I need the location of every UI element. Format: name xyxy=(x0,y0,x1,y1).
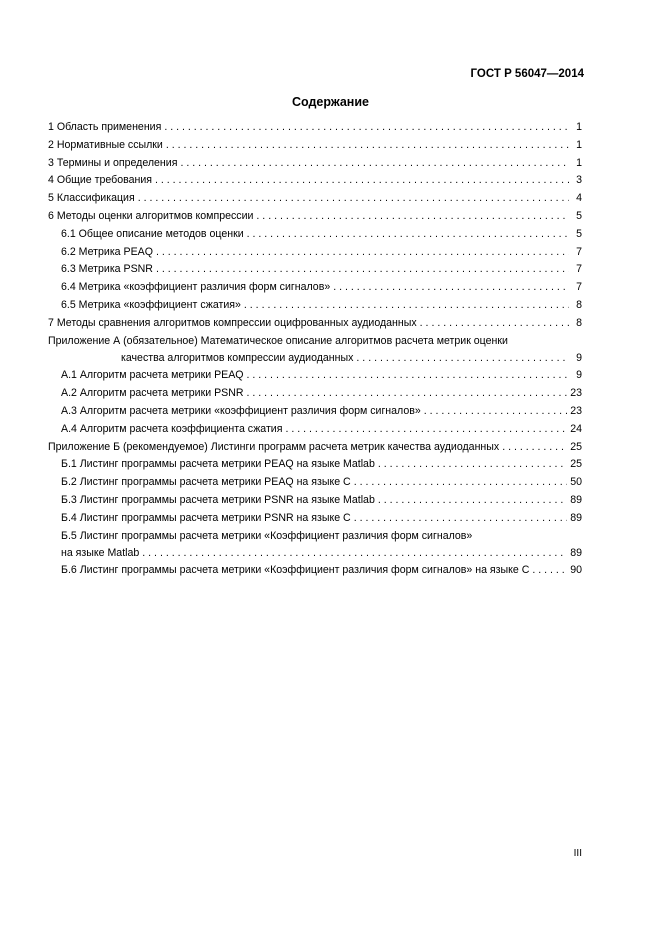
toc-entry-label: 4 Общие требования xyxy=(48,174,152,187)
toc-dot-leader xyxy=(247,369,569,381)
toc-entry[interactable] xyxy=(48,530,582,547)
toc-entry[interactable] xyxy=(48,246,582,264)
toc-dot-leader xyxy=(247,387,568,399)
toc-entry[interactable] xyxy=(48,494,582,512)
table-of-contents xyxy=(48,121,582,582)
toc-entry-label: 6.4 Метрика «коэффициент различия форм сигналов» xyxy=(61,281,331,294)
toc-dot-leader xyxy=(532,564,567,576)
toc-dot-leader xyxy=(333,281,569,293)
toc-entry-label: А.3 Алгоритм расчета метрики «коэффициент различия форм сигналов» xyxy=(61,404,421,417)
toc-entry[interactable] xyxy=(48,476,582,494)
toc-entry-page: 25 xyxy=(570,458,582,471)
toc-entry-page: 8 xyxy=(576,316,582,329)
toc-entry-page: 1 xyxy=(576,121,582,133)
toc-entry-label: 6.5 Метрика «коэффициент сжатия» xyxy=(61,298,241,311)
toc-dot-leader xyxy=(424,405,567,417)
toc-entry-label: Б.4 Листинг программы расчета метрики PSNR на языке С xyxy=(61,511,351,524)
toc-dot-leader xyxy=(180,157,569,169)
toc-entry-appendix-b[interactable] xyxy=(48,441,582,459)
toc-entry-label: А.1 Алгоритм расчета метрики PEAQ xyxy=(61,369,244,382)
toc-entry-page: 25 xyxy=(570,440,582,453)
toc-entry-page: 3 xyxy=(576,174,582,187)
toc-entry-label: на языке Matlab xyxy=(61,546,140,559)
toc-entry-page: 5 xyxy=(576,227,582,240)
toc-entry[interactable] xyxy=(48,157,582,175)
toc-dot-leader xyxy=(247,228,569,240)
toc-entry-appendix-a[interactable] xyxy=(48,335,582,352)
toc-dot-leader xyxy=(354,512,568,524)
toc-entry[interactable] xyxy=(48,512,582,530)
page-title: Содержание xyxy=(291,95,369,109)
toc-entry-page: 23 xyxy=(570,404,582,417)
toc-dot-leader xyxy=(156,263,569,275)
toc-entry-page: 9 xyxy=(576,369,582,382)
toc-entry[interactable] xyxy=(48,317,582,335)
toc-dot-leader xyxy=(155,174,569,186)
toc-dot-leader xyxy=(378,458,567,470)
toc-entry-label: Б.2 Листинг программы расчета метрики PEAQ на языке С xyxy=(61,476,351,489)
toc-entry[interactable] xyxy=(48,139,582,157)
toc-entry[interactable] xyxy=(48,210,582,228)
toc-entry[interactable] xyxy=(48,387,582,405)
toc-entry[interactable] xyxy=(48,564,582,582)
toc-entry-page: 23 xyxy=(570,387,582,400)
toc-entry-page: 7 xyxy=(576,263,582,276)
toc-entry-label: 6.3 Метрика PSNR xyxy=(61,263,153,276)
toc-dot-leader xyxy=(285,423,567,435)
toc-dot-leader xyxy=(378,494,567,506)
toc-dot-leader xyxy=(356,352,569,364)
toc-entry-label: 7 Методы сравнения алгоритмов компрессии оцифрованных аудиоданных xyxy=(48,316,417,329)
toc-entry-page: 50 xyxy=(570,476,582,489)
toc-entry-page: 7 xyxy=(576,281,582,294)
toc-entry-label: 5 Классификация xyxy=(48,192,135,205)
toc-entry-page: 24 xyxy=(570,422,582,435)
toc-entry[interactable] xyxy=(48,458,582,476)
toc-dot-leader xyxy=(256,210,569,222)
document-id: ГОСТ Р 56047—2014 xyxy=(470,68,584,80)
toc-entry[interactable] xyxy=(48,228,582,246)
toc-entry-label: качества алгоритмов компрессии аудиоданных xyxy=(121,351,354,364)
toc-dot-leader xyxy=(138,192,569,204)
toc-entry-page: 9 xyxy=(576,351,582,364)
toc-entry-label: Приложение А (обязательное) Математическое описание алгоритмов расчета метрик оценки xyxy=(48,334,508,347)
toc-entry-page: 8 xyxy=(576,298,582,311)
toc-entry[interactable] xyxy=(48,263,582,281)
toc-dot-leader xyxy=(244,299,569,311)
toc-dot-leader xyxy=(420,317,569,329)
toc-dot-leader xyxy=(156,246,569,258)
toc-entry-page: 89 xyxy=(570,511,582,524)
toc-entry-label: 3 Термины и определения xyxy=(48,156,178,169)
toc-entry-page: 90 xyxy=(570,564,582,577)
toc-entry-label: Б.5 Листинг программы расчета метрики «Коэффициент различия форм сигналов» xyxy=(61,529,473,542)
toc-entry-label: А.4 Алгоритм расчета коэффициента сжатия xyxy=(61,422,283,435)
toc-entry-page: 1 xyxy=(576,156,582,169)
toc-entry-label: 6.1 Общее описание методов оценки xyxy=(61,227,244,240)
toc-entry-label: Приложение Б (рекомендуемое) Листинги программ расчета метрик качества аудиоданных xyxy=(48,440,500,453)
toc-entry-appendix-a-continued[interactable] xyxy=(48,352,582,370)
toc-entry-continued[interactable] xyxy=(48,547,582,565)
toc-entry-page: 1 xyxy=(576,138,582,151)
toc-entry-label: А.2 Алгоритм расчета метрики PSNR xyxy=(61,387,244,400)
toc-entry-page: 4 xyxy=(576,192,582,205)
toc-entry[interactable] xyxy=(48,174,582,192)
toc-entry[interactable] xyxy=(48,405,582,423)
toc-dot-leader xyxy=(164,121,569,133)
toc-entry[interactable] xyxy=(48,299,582,317)
toc-dot-leader xyxy=(166,139,569,151)
toc-entry-page: 7 xyxy=(576,245,582,258)
toc-entry-label: Б.1 Листинг программы расчета метрики PEAQ на языке Matlab xyxy=(61,458,375,471)
toc-entry-page: 89 xyxy=(570,546,582,559)
toc-entry-label: 6.2 Метрика PEAQ xyxy=(61,245,153,258)
page-number: III xyxy=(573,848,582,859)
toc-entry-label: Б.6 Листинг программы расчета метрики «Коэффициент различия форм сигналов» на языке С xyxy=(61,564,530,577)
toc-dot-leader xyxy=(502,441,567,453)
toc-entry-label: 2 Нормативные ссылки xyxy=(48,138,163,151)
toc-dot-leader xyxy=(142,547,567,559)
toc-entry[interactable] xyxy=(48,121,582,139)
toc-entry[interactable] xyxy=(48,369,582,387)
toc-entry-label: 6 Методы оценки алгоритмов компрессии xyxy=(48,209,254,222)
toc-entry-page: 89 xyxy=(570,493,582,506)
toc-entry-page: 5 xyxy=(576,209,582,222)
toc-entry[interactable] xyxy=(48,423,582,441)
toc-entry[interactable] xyxy=(48,281,582,299)
toc-entry-label: 1 Область применения xyxy=(48,121,162,133)
toc-dot-leader xyxy=(354,476,568,488)
toc-entry-label: Б.3 Листинг программы расчета метрики PSNR на языке Matlab xyxy=(61,493,375,506)
toc-entry[interactable] xyxy=(48,192,582,210)
